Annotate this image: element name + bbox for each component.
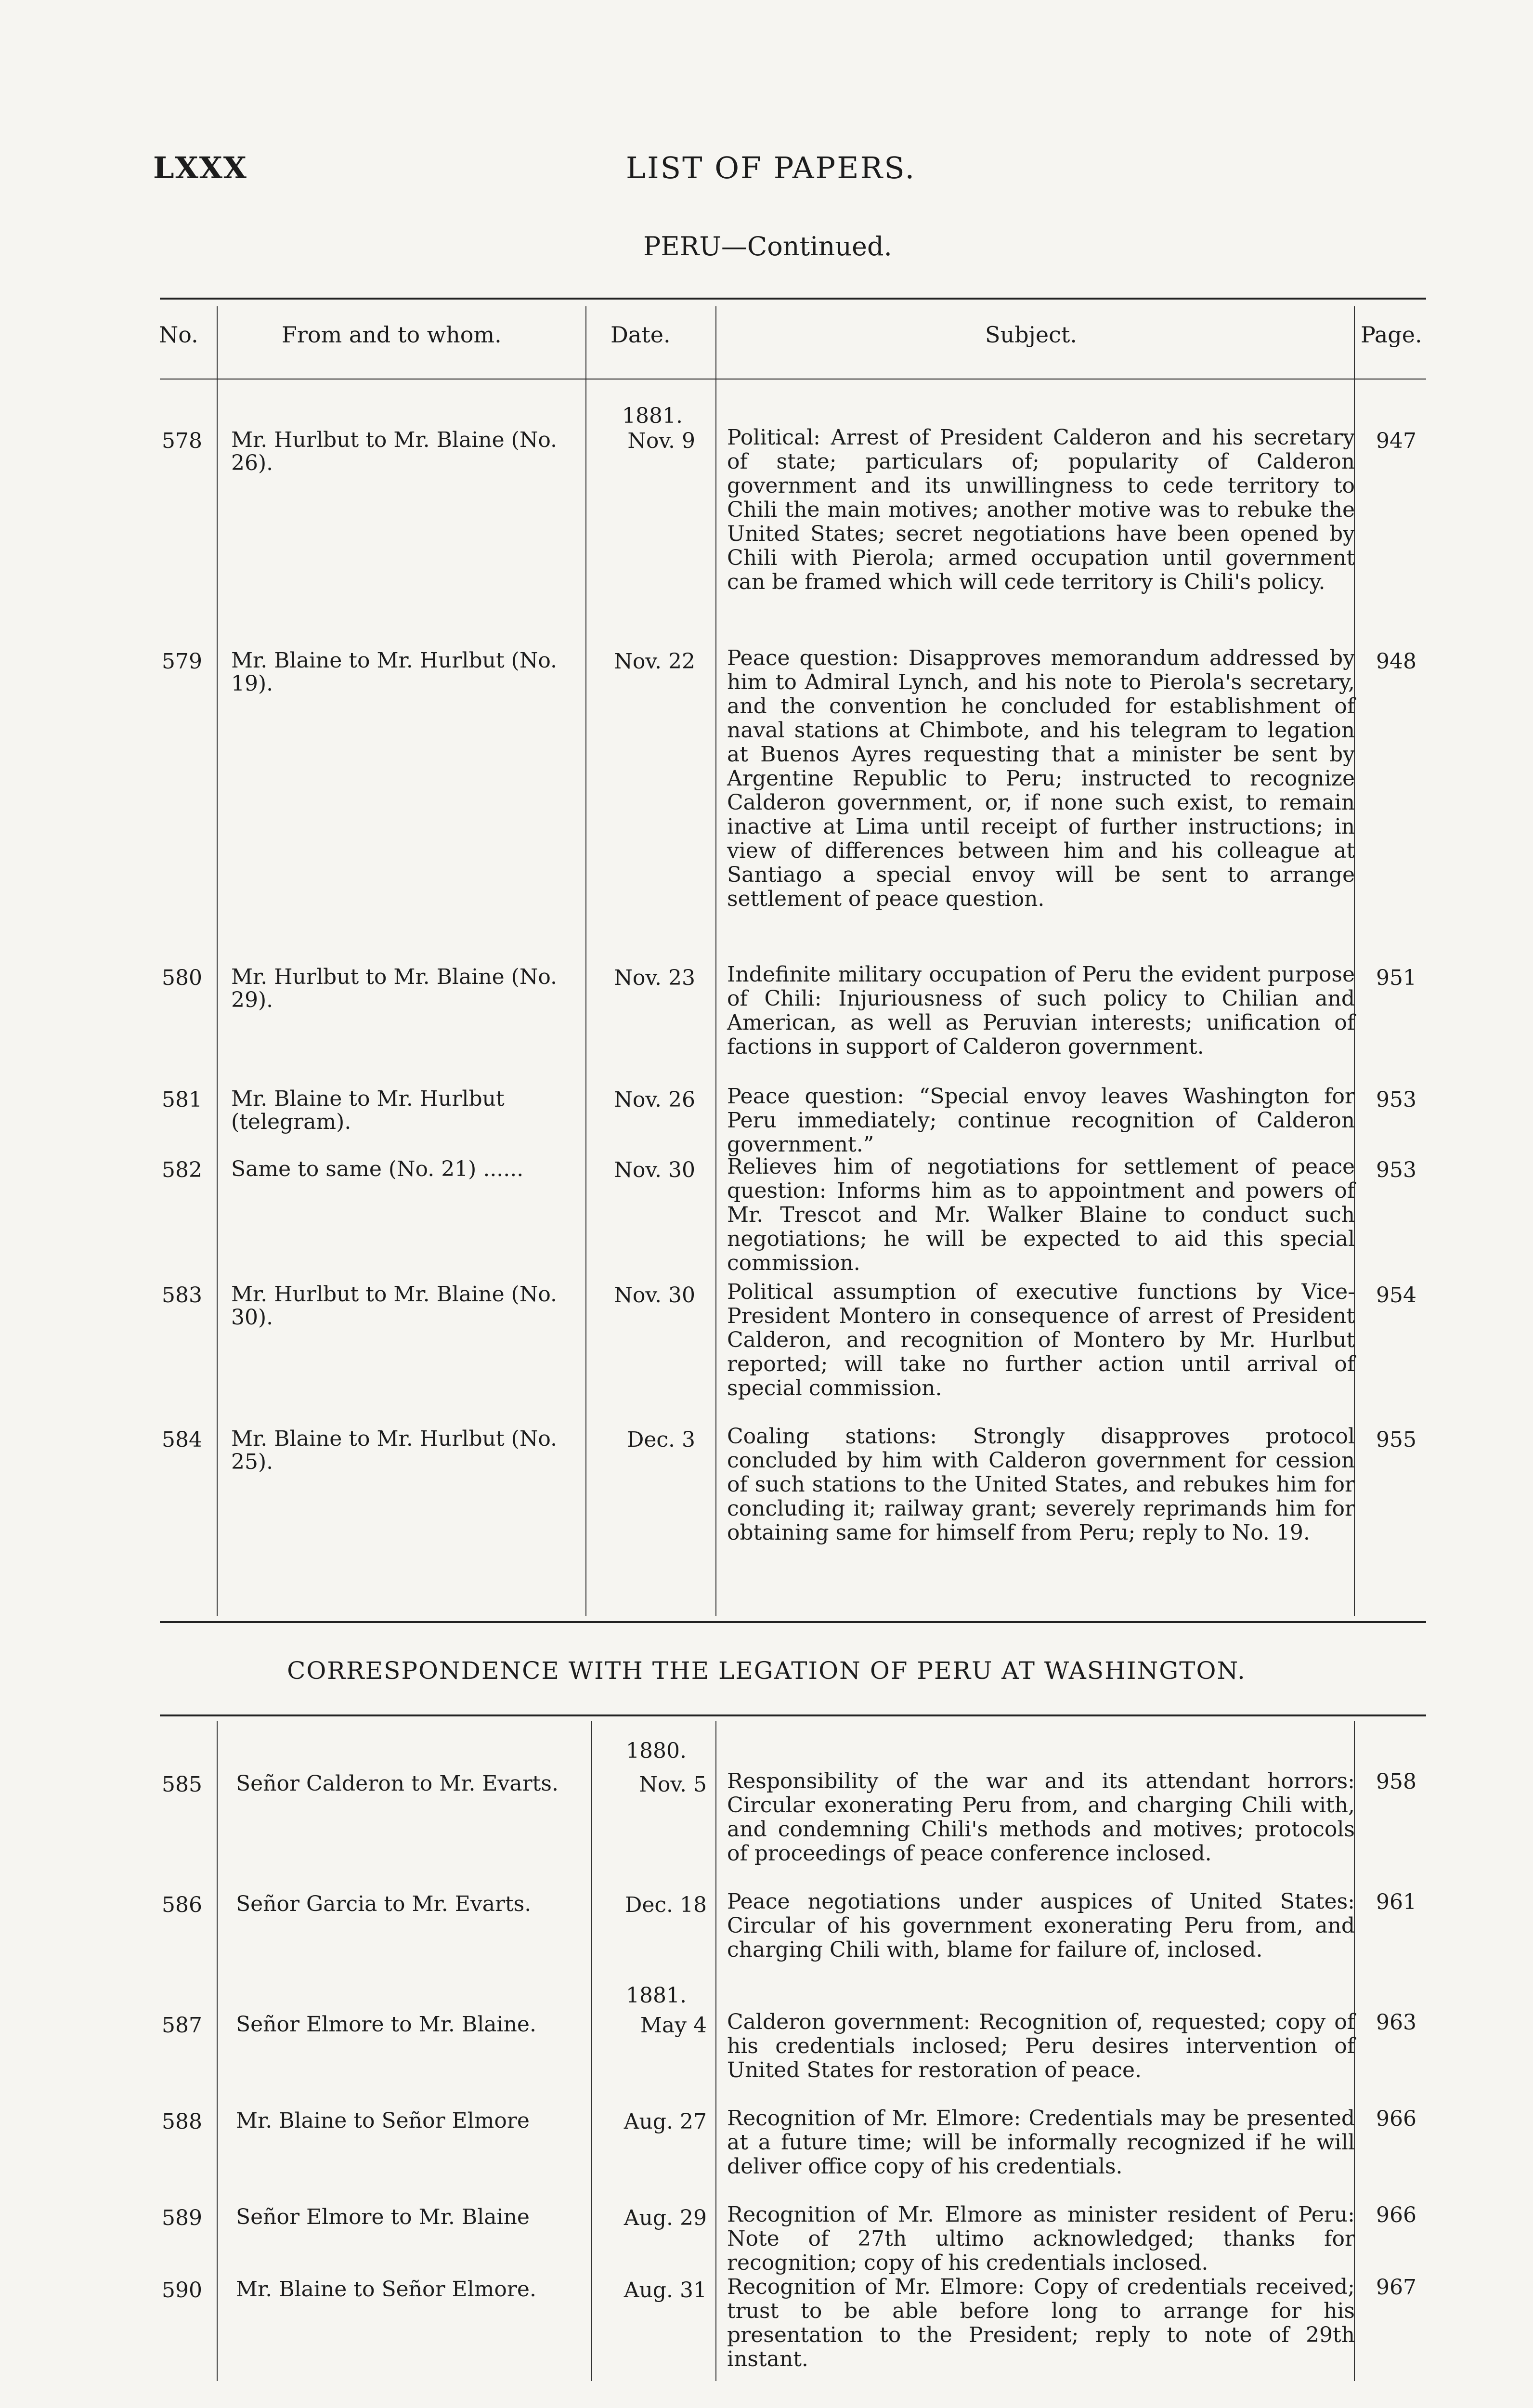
column-header-no: No. [159, 322, 198, 348]
page-reference: 961 [1376, 1890, 1416, 1914]
page-reference: 966 [1376, 2203, 1416, 2227]
page-title: LIST OF PAPERS. [626, 150, 916, 185]
entry-date: Dec. 18 [625, 1893, 707, 1917]
entry-date: Nov. 30 [614, 1283, 695, 1308]
column-divider [585, 306, 586, 1616]
entry-date: Nov. 23 [614, 966, 695, 990]
entry-subject: Political: Arrest of President Calderon and his secretary of state; particulars of; popularity of Calderon government and its unwillingness to cede territory to Chili the main motives; another motive was to rebuke the United States; secret negotiations have been opened by Chili with Pierola; armed occupation until government can be framed which will cede territory is Chili's policy. [727, 425, 1355, 594]
entry-number: 590 [162, 2278, 202, 2303]
column-header-page: Page. [1361, 322, 1422, 348]
entry-number: 582 [162, 1158, 202, 1182]
entry-date: Aug. 29 [624, 2206, 707, 2230]
entry-date: Nov. 30 [614, 1158, 695, 1182]
table-bottom-rule [160, 1621, 1426, 1623]
correspondent: Mr. Blaine to Mr. Hurlbut (telegram). [231, 1086, 505, 1134]
page-number: LXXX [153, 150, 247, 185]
entry-subject: Calderon government: Recognition of, requested; copy of his credentials inclosed; Peru desires intervention of United States for restoration of peace. [727, 2010, 1355, 2082]
page-reference: 953 [1376, 1087, 1416, 1112]
entry-date: May 4 [640, 2013, 707, 2038]
entry-subject: Recognition of Mr. Elmore as minister resident of Peru: Note of 27th ultimo acknowledged; thanks for recognition; copy of his credentials inclosed. [727, 2202, 1355, 2275]
entry-date: Dec. 3 [627, 1427, 695, 1452]
year-label: 1881. [626, 1983, 687, 2008]
correspondent: Mr. Blaine to Señor Elmore [236, 2108, 530, 2133]
entry-date: Nov. 9 [627, 429, 695, 453]
table-top-rule [160, 1714, 1426, 1716]
header-bottom-rule [160, 379, 1426, 380]
entry-number: 585 [162, 1772, 202, 1797]
correspondent: Mr. Hurlbut to Mr. Blaine (No. 26). [231, 428, 558, 475]
section-heading: CORRESPONDENCE WITH THE LEGATION OF PERU AT WASHINGTON. [287, 1657, 1246, 1685]
correspondent: Mr. Hurlbut to Mr. Blaine (No. 30). [231, 1282, 558, 1330]
entry-number: 589 [162, 2206, 202, 2230]
entry-date: Aug. 27 [624, 2109, 707, 2134]
column-divider [715, 1721, 716, 2381]
page-reference: 955 [1376, 1427, 1416, 1452]
correspondent: Señor Elmore to Mr. Blaine. [236, 2012, 536, 2037]
year-label: 1880. [626, 1739, 687, 1763]
entry-subject: Relieves him of negotiations for settlement of peace question: Informs him as to appointment and powers of Mr. Trescot and Mr. Walker Blaine to conduct such negotiations; he will be expected to aid this special commission. [727, 1154, 1355, 1275]
page-reference: 963 [1376, 2010, 1416, 2035]
correspondent: Mr. Blaine to Mr. Hurlbut (No. 19). [231, 648, 558, 696]
correspondent: Same to same (No. 21) ...... [231, 1157, 524, 1181]
column-divider [217, 1721, 218, 2381]
page-reference: 954 [1376, 1283, 1416, 1308]
entry-subject: Coaling stations: Strongly disapproves protocol concluded by him with Calderon government for cession of such stations to the United States, and rebukes him for concluding it; railway grant; severely reprimands him for obtaining same for himself from Peru; reply to No. 19. [727, 1424, 1355, 1545]
correspondent: Mr. Blaine to Mr. Hurlbut (No. 25). [231, 1426, 558, 1474]
entry-subject: Peace question: Disapproves memorandum addressed by him to Admiral Lynch, and his note to Pierola's secretary, and the convention he concluded for establishment of naval stations at Chimbote, and his telegram to legation at Buenos Ayres requesting that a minister be sent by Argentine Republic to Peru; instructed to recognize Calderon government, or, if none such exist, to remain inactive at Lima until receipt of further instructions; in view of differences between him and his colleague at Santiago a special envoy will be sent to arrange settlement of peace question. [727, 646, 1355, 911]
entry-subject: Peace question: “Special envoy leaves Washington for Peru immediately; continue recognition of Calderon government.” [727, 1084, 1355, 1157]
table-top-rule [160, 298, 1426, 300]
page-reference: 953 [1376, 1158, 1416, 1182]
correspondent: Señor Calderon to Mr. Evarts. [236, 1771, 559, 1796]
entry-date: Aug. 31 [624, 2278, 707, 2303]
entry-date: Nov. 26 [614, 1087, 695, 1112]
entry-number: 586 [162, 1893, 202, 1917]
entry-subject: Peace negotiations under auspices of United States: Circular of his government exonerating Peru from, and charging Chili with, blame for failure of, inclosed. [727, 1889, 1355, 1962]
page-reference: 967 [1376, 2275, 1416, 2300]
entry-number: 580 [162, 966, 202, 990]
entry-number: 584 [162, 1427, 202, 1452]
entry-number: 587 [162, 2013, 202, 2038]
entry-subject: Recognition of Mr. Elmore: Credentials may be presented at a future time; will be informally recognized if he will deliver office copy of his credentials. [727, 2106, 1355, 2179]
year-label: 1881. [622, 404, 683, 428]
entry-date: Nov. 5 [639, 1772, 707, 1797]
column-header-from: From and to whom. [282, 322, 502, 348]
page-reference: 966 [1376, 2107, 1416, 2131]
correspondent: Mr. Blaine to Señor Elmore. [236, 2277, 536, 2302]
correspondent: Señor Elmore to Mr. Blaine [236, 2205, 530, 2229]
entry-number: 581 [162, 1087, 202, 1112]
entry-number: 583 [162, 1283, 202, 1308]
entry-number: 588 [162, 2109, 202, 2134]
column-header-subject: Subject. [985, 322, 1077, 348]
entry-subject: Political assumption of executive functions by Vice-President Montero in consequence of arrest of President Calderon, and recognition of Montero by Mr. Hurlbut reported; will take no further action until arrival of special commission. [727, 1280, 1355, 1400]
column-header-date: Date. [611, 322, 671, 348]
entry-subject: Responsibility of the war and its attendant horrors: Circular exonerating Peru from, and charging Chili with, and condemning Chili's methods and motives; protocols of proceedings of peace conference inclosed. [727, 1769, 1355, 1866]
entry-date: Nov. 22 [614, 649, 695, 674]
correspondent: Señor Garcia to Mr. Evarts. [236, 1892, 532, 1916]
section-subtitle: PERU—Continued. [643, 231, 892, 262]
column-divider [715, 306, 716, 1616]
entry-number: 579 [162, 649, 202, 674]
page-reference: 951 [1376, 966, 1416, 990]
page-reference: 948 [1376, 649, 1416, 674]
entry-number: 578 [162, 429, 202, 453]
correspondent: Mr. Hurlbut to Mr. Blaine (No. 29). [231, 965, 558, 1012]
page-reference: 958 [1376, 1769, 1416, 1794]
column-divider [217, 306, 218, 1616]
entry-subject: Indefinite military occupation of Peru the evident purpose of Chili: Injuriousness of such policy to Chilian and American, as well as Peruvian interests; unification of factions in support of Calderon government. [727, 962, 1355, 1059]
page-reference: 947 [1376, 429, 1416, 453]
entry-subject: Recognition of Mr. Elmore: Copy of credentials received; trust to be able before long to arrange for his presentation to the President; reply to note of 29th instant. [727, 2275, 1355, 2371]
